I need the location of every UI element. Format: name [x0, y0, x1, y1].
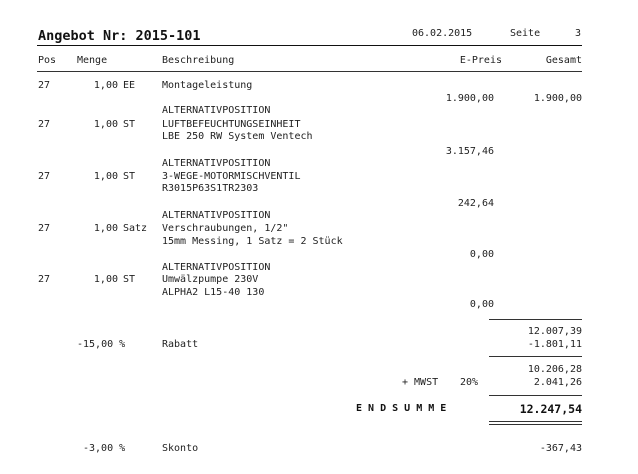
item-desc-line: LUFTBEFEUCHTUNGSEINHEIT	[162, 119, 301, 130]
item-desc-line: Verschraubungen, 1/2"	[162, 223, 289, 234]
item-desc-line: ALTERNATIVPOSITION	[162, 262, 271, 273]
item-price: 0,00	[469, 249, 494, 260]
item-qty: 1,00	[93, 223, 118, 234]
skonto-value: -367,43	[539, 443, 582, 454]
subtotal-value: 12.007,39	[527, 326, 582, 337]
net-value: 10.206,28	[527, 364, 582, 375]
skonto-label: Skonto	[162, 443, 199, 454]
item-desc-line: 15mm Messing, 1 Satz = 2 Stück	[162, 236, 343, 247]
col-pos: Pos	[38, 55, 57, 66]
item-desc-line: R3015P63S1TR2303	[162, 183, 259, 194]
endsumme-rule-double-2	[489, 424, 582, 425]
page-number: 3	[575, 28, 582, 39]
item-unit: EE	[123, 80, 136, 91]
rabatt-percent: -15,00 %	[77, 339, 126, 350]
endsumme-label: E N D S U M M E	[356, 403, 447, 414]
item-unit: ST	[123, 119, 136, 130]
item-total: 1.900,00	[533, 93, 582, 104]
mwst-label: + MWST	[402, 377, 439, 388]
item-desc-line: Umwälzpumpe 230V	[162, 274, 259, 285]
item-pos: 27	[38, 80, 51, 91]
item-desc-line: LBE 250 RW System Ventech	[162, 131, 313, 142]
item-desc-line: ALPHA2 L15-40 130	[162, 287, 265, 298]
item-pos: 27	[38, 171, 51, 182]
subtotal-rule	[489, 319, 582, 320]
item-desc-line: ALTERNATIVPOSITION	[162, 105, 271, 116]
col-unit-price: E-Preis	[459, 55, 502, 66]
endsumme-value: 12.247,54	[519, 402, 582, 416]
item-desc-line: ALTERNATIVPOSITION	[162, 158, 271, 169]
rabatt-label: Rabatt	[162, 339, 199, 350]
item-unit: ST	[123, 274, 136, 285]
item-desc-line: Montageleistung	[162, 80, 253, 91]
item-unit: ST	[123, 171, 136, 182]
mwst-value: 2.041,26	[533, 377, 582, 388]
header-rule-bottom	[37, 71, 582, 72]
item-desc-line: 3-WEGE-MOTORMISCHVENTIL	[162, 171, 301, 182]
document-title: Angebot Nr: 2015-101	[38, 28, 201, 44]
item-price: 3.157,46	[445, 146, 494, 157]
item-price: 0,00	[469, 299, 494, 310]
item-price: 1.900,00	[445, 93, 494, 104]
col-desc: Beschreibung	[162, 55, 235, 66]
skonto-percent: -3,00 %	[83, 443, 126, 454]
item-pos: 27	[38, 223, 51, 234]
mwst-rate: 20%	[460, 377, 479, 388]
col-total: Gesamt	[545, 55, 582, 66]
item-qty: 1,00	[93, 80, 118, 91]
page-label: Seite	[510, 28, 541, 39]
header-rule-top	[37, 45, 582, 46]
item-qty: 1,00	[93, 171, 118, 182]
endsumme-rule-top	[489, 395, 582, 396]
endsumme-rule-double-1	[489, 421, 582, 422]
item-desc-line: ALTERNATIVPOSITION	[162, 210, 271, 221]
item-pos: 27	[38, 119, 51, 130]
item-qty: 1,00	[93, 119, 118, 130]
net-rule	[489, 356, 582, 357]
rabatt-value: -1.801,11	[527, 339, 582, 350]
col-qty: Menge	[77, 55, 108, 66]
item-price: 242,64	[457, 198, 494, 209]
item-pos: 27	[38, 274, 51, 285]
item-unit: Satz	[123, 223, 148, 234]
item-qty: 1,00	[93, 274, 118, 285]
document-date: 06.02.2015	[412, 28, 473, 39]
